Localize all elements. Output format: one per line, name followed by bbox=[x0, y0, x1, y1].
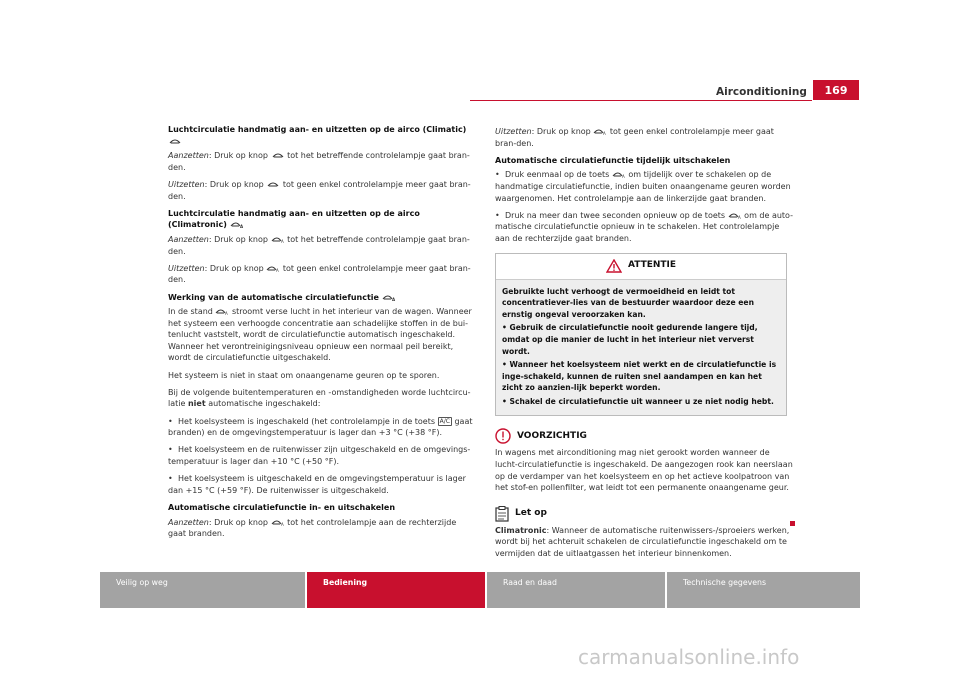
section-end-marker bbox=[790, 521, 795, 526]
warning-bullet: • Wanneer het koelsysteem niet werkt en de circulatiefunctie is inge-schakeld, kunnen de ruiten snel aandampen en kan het zicht zo aanzien-lijk beperkt worden. bbox=[502, 360, 777, 393]
right-column bbox=[495, 126, 793, 565]
warning-box bbox=[495, 253, 787, 417]
warning-title: ATTENTIE bbox=[627, 260, 677, 271]
note-header bbox=[495, 506, 793, 522]
svg-text:A: A bbox=[280, 521, 284, 526]
paragraph: Het systeem is niet in staat om onaangename geuren op te sporen. bbox=[168, 370, 440, 380]
bullet-item: • Het koelsysteem is uitgeschakeld en de omgevingstemperatuur is lager dan +15 °C (+59 °F). De ruitenwisser is uitgeschakeld. bbox=[168, 474, 466, 495]
auto-recirculation-icon bbox=[593, 128, 607, 135]
paragraph: Bij de volgende buitentemperaturen en -omstandigheden worde luchtcircu-latie niet automatische ingeschakeld: bbox=[168, 387, 471, 409]
auto-recirculation-icon bbox=[266, 265, 280, 272]
bullet-item: • Het koelsysteem is ingeschakeld (het controlelampje in de toets A/C gaat branden) en de omgevingstemperatuur is lager dan +3 °C (+38 °F). bbox=[168, 416, 473, 438]
bullet-item: • Druk eenmaal op de toets A om tijdelijk over te schakelen op de handmatige circulatiefunctie, indien buiten onaangename geuren worden waargenomen. Het controlelampje aan de linkerzijde gaat branden. bbox=[495, 170, 791, 203]
bullet-item: • Druk na meer dan twee seconden opnieuw op de toets A om de auto-matische circulatiefunctie opnieuw in te schakelen. Het controlelampje aan de rechterzijde gaat branden. bbox=[495, 210, 793, 243]
auto-recirculation-icon bbox=[230, 221, 244, 228]
bullet-item: • Het koelsysteem en de ruitenwisser zijn uitgeschakeld en de omgevings-temperatuur is lager dan +10 °C (+50 °F). bbox=[168, 445, 471, 466]
watermark: carmanualsonline.info bbox=[578, 645, 800, 669]
auto-recirculation-icon bbox=[382, 294, 396, 301]
paragraph: Aanzetten: Druk op knop tot het betreffende controlelampje gaat bran-den. bbox=[168, 151, 470, 172]
warning-bullet: • Schakel de circulatiefunctie uit wanneer u ze niet nodig hebt. bbox=[502, 396, 774, 406]
footer-nav bbox=[100, 572, 860, 608]
warning-bullet: • Gebruik de circulatiefunctie nooit gedurende langere tijd, omdat op die manier de lucht in het interieur niet ververst wordt. bbox=[502, 323, 758, 356]
paragraph: Uitzetten: Druk op knop A tot geen enkel controlelampje meer gaat bran-den. bbox=[168, 263, 471, 285]
ac-button-icon: A/C bbox=[439, 417, 450, 425]
auto-recirculation-icon bbox=[215, 308, 229, 315]
header-rule bbox=[470, 100, 812, 101]
caution-header bbox=[495, 428, 793, 444]
paragraph: Uitzetten: Druk op knop A tot geen enkel controlelampje meer gaat bran-den. bbox=[495, 127, 774, 148]
svg-text:A: A bbox=[239, 224, 243, 229]
recirculation-icon bbox=[168, 138, 182, 145]
svg-text:A: A bbox=[225, 311, 229, 316]
section-title: Airconditioning bbox=[716, 86, 807, 98]
recirculation-icon bbox=[271, 152, 285, 159]
auto-recirculation-icon bbox=[728, 212, 742, 219]
tab-technische-gegevens[interactable]: Technische gegevens bbox=[667, 572, 860, 608]
svg-text:A: A bbox=[603, 131, 607, 135]
left-column bbox=[168, 124, 474, 545]
caution-icon bbox=[495, 428, 511, 444]
paragraph: Aanzetten: Druk op knop A tot het betreffende controlelampje gaat bran-den. bbox=[168, 234, 470, 256]
note-icon bbox=[495, 506, 509, 522]
heading-auto-toggle: Automatische circulatiefunctie in- en uitschakelen bbox=[168, 502, 396, 512]
warning-triangle-icon bbox=[606, 259, 622, 273]
heading-climatic: Luchtcirculatie handmatig aan- en uitzetten op de airco (Climatic) bbox=[168, 124, 474, 147]
heading-auto-function: Werking van de automatische circulatiefunctie A bbox=[168, 292, 395, 302]
tab-veilig-op-weg[interactable]: Veilig op weg bbox=[100, 572, 305, 608]
tab-bediening[interactable]: Bediening bbox=[307, 572, 485, 608]
auto-recirculation-icon bbox=[271, 519, 285, 526]
warning-header bbox=[496, 254, 786, 280]
warning-body bbox=[496, 280, 786, 416]
auto-recirculation-icon bbox=[612, 171, 626, 178]
auto-recirculation-icon bbox=[271, 236, 285, 243]
svg-text:A: A bbox=[621, 174, 625, 179]
warning-text: Gebruikte lucht verhoogt de vermoeidheid en leidt tot concentratiever-lies van de bestuurder waardoor deze een ernstig ongeval veroorzaken kan. bbox=[502, 286, 754, 319]
svg-text:A: A bbox=[280, 238, 284, 243]
svg-text:A: A bbox=[391, 296, 395, 301]
svg-text:A: A bbox=[737, 214, 741, 219]
paragraph: In de stand A stroomt verse lucht in het interieur van de wagen. Wanneer het systeem een verhoogde concentratie aan schadelijke stoffen in de bui-tenlucht vaststelt, wordt de circulatiefunctie automatisch ingeschakeld. Wanneer het verontreinigingsniveau opnieuw een normaal peil bereikt, wordt de circulatiefunctie uitgeschakeld. bbox=[168, 307, 472, 363]
heading-climatronic: Luchtcirculatie handmatig aan- en uitzetten op de airco (Climatronic) A bbox=[168, 208, 420, 230]
page-number: 169 bbox=[813, 80, 859, 100]
tab-raad-en-daad[interactable]: Raad en daad bbox=[487, 572, 665, 608]
paragraph: Uitzetten: Druk op knop tot geen enkel controlelampje meer gaat bran-den. bbox=[168, 179, 471, 201]
recirculation-icon bbox=[266, 181, 280, 188]
note-text: Climatronic: Wanneer de automatische ruitenwissers-/sproeiers werken, wordt bij het achteruit schakelen de circulatiefunctie ingeschakeld om te vermijden dat de uitlaatgassen het interieur binnenkomen. bbox=[495, 525, 790, 559]
paragraph: Aanzetten: Druk op knop A tot het controlelampje aan de rechterzijde gaat branden. bbox=[168, 517, 457, 539]
svg-text:A: A bbox=[276, 267, 280, 272]
caution-text: In wagens met airconditioning mag niet gerookt worden wanneer de lucht-circulatiefunctie is ingeschakeld. De aangezogen rook kan neerslaan op de verdamper van het koelsysteem en op het actieve koolpatroon van het stof-en pollenfilter, wat leidt tot een permanente onaangename geur. bbox=[495, 448, 793, 493]
caution-title: VOORZICHTIG bbox=[517, 430, 587, 441]
heading-temporary-disable: Automatische circulatiefunctie tijdelijk uitschakelen bbox=[495, 155, 731, 165]
note-title: Let op bbox=[515, 508, 547, 519]
